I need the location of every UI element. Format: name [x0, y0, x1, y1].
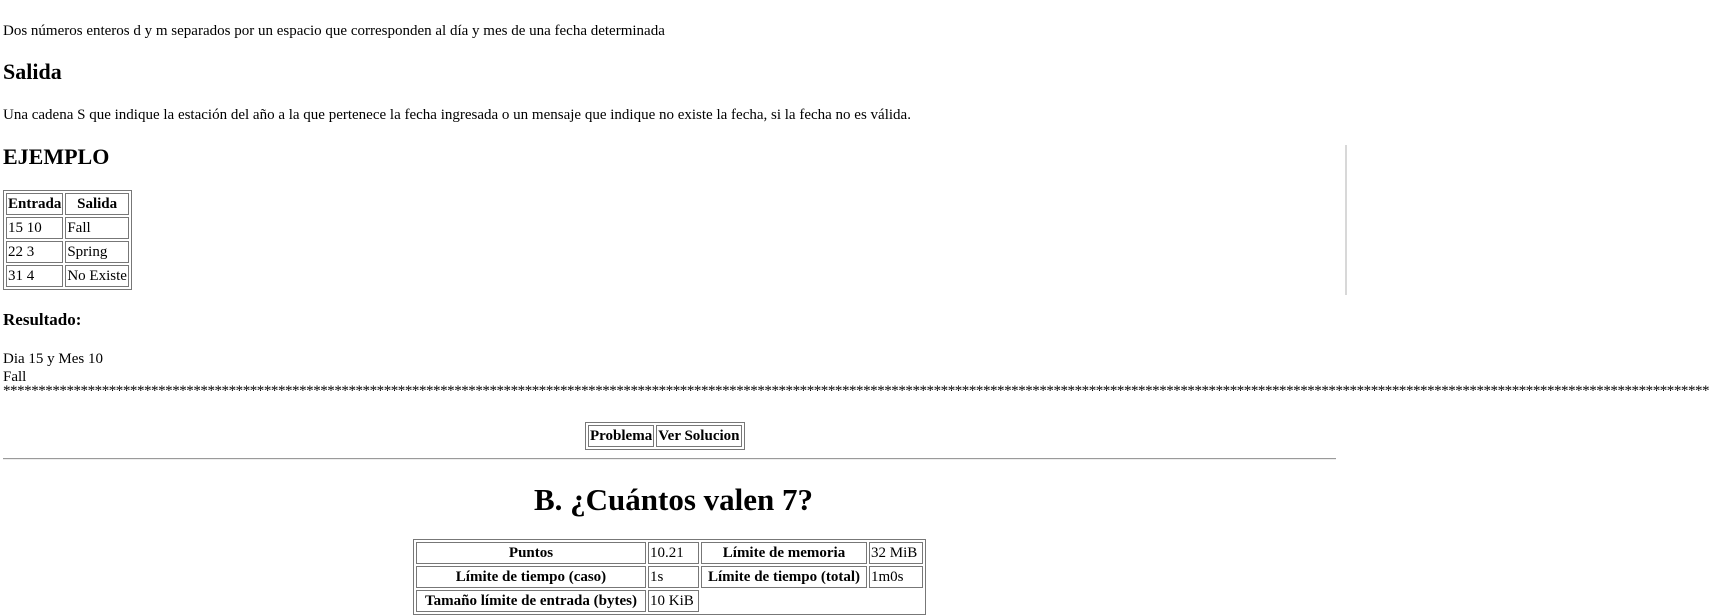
puntos-value: 10.21	[648, 542, 699, 564]
salida-description: Una cadena S que indique la estación del año a la que pertenece la fecha ingresada o un mensaje que indique no existe la fecha, si la fecha no es válida.	[3, 107, 911, 123]
time-limit-case-value: 1s	[648, 566, 699, 588]
cell-entrada: 15 10	[6, 217, 63, 239]
cell-entrada: 22 3	[6, 241, 63, 263]
cell-salida: No Existe	[65, 265, 129, 287]
memory-limit-label: Límite de memoria	[701, 542, 867, 564]
header-entrada: Entrada	[6, 193, 63, 215]
input-size-limit-value: 10 KiB	[648, 590, 699, 612]
resultado-line-1: Dia 15 y Mes 10	[3, 351, 103, 367]
asterisk-separator: **************************************************************************************************************************************************************************************************************************************************	[3, 383, 1709, 399]
scrollbar-edge[interactable]	[1345, 145, 1347, 295]
salida-heading: Salida	[3, 59, 62, 84]
time-limit-total-label: Límite de tiempo (total)	[701, 566, 867, 588]
problema-button[interactable]: Problema	[588, 425, 654, 447]
time-limit-case-label: Límite de tiempo (caso)	[416, 566, 646, 588]
empty-cell	[701, 590, 867, 612]
table-row	[6, 241, 129, 263]
cell-salida: Fall	[65, 217, 129, 239]
nav-button-table	[585, 422, 745, 450]
cell-salida: Spring	[65, 241, 129, 263]
empty-cell	[869, 590, 923, 612]
table-row	[416, 590, 923, 612]
entrada-description: Dos números enteros d y m separados por un espacio que corresponden al día y mes de una fecha determinada	[3, 23, 665, 39]
memory-limit-value: 32 MiB	[869, 542, 923, 564]
table-row	[416, 542, 923, 564]
table-row	[416, 566, 923, 588]
time-limit-total-value: 1m0s	[869, 566, 923, 588]
cell-entrada: 31 4	[6, 265, 63, 287]
table-header-row	[6, 193, 129, 215]
horizontal-rule	[3, 458, 1336, 460]
example-table	[3, 190, 132, 290]
input-size-limit-label: Tamaño límite de entrada (bytes)	[416, 590, 646, 612]
header-salida: Salida	[65, 193, 129, 215]
problem-info-table	[413, 539, 926, 615]
ver-solucion-button[interactable]: Ver Solucion	[656, 425, 741, 447]
table-row	[6, 265, 129, 287]
ejemplo-heading: EJEMPLO	[3, 144, 110, 169]
table-row	[6, 217, 129, 239]
resultado-heading: Resultado:	[3, 310, 82, 329]
puntos-label: Puntos	[416, 542, 646, 564]
problem-b-title: B. ¿Cuántos valen 7?	[533, 482, 814, 517]
resultado-line-2: Fall	[3, 369, 27, 385]
